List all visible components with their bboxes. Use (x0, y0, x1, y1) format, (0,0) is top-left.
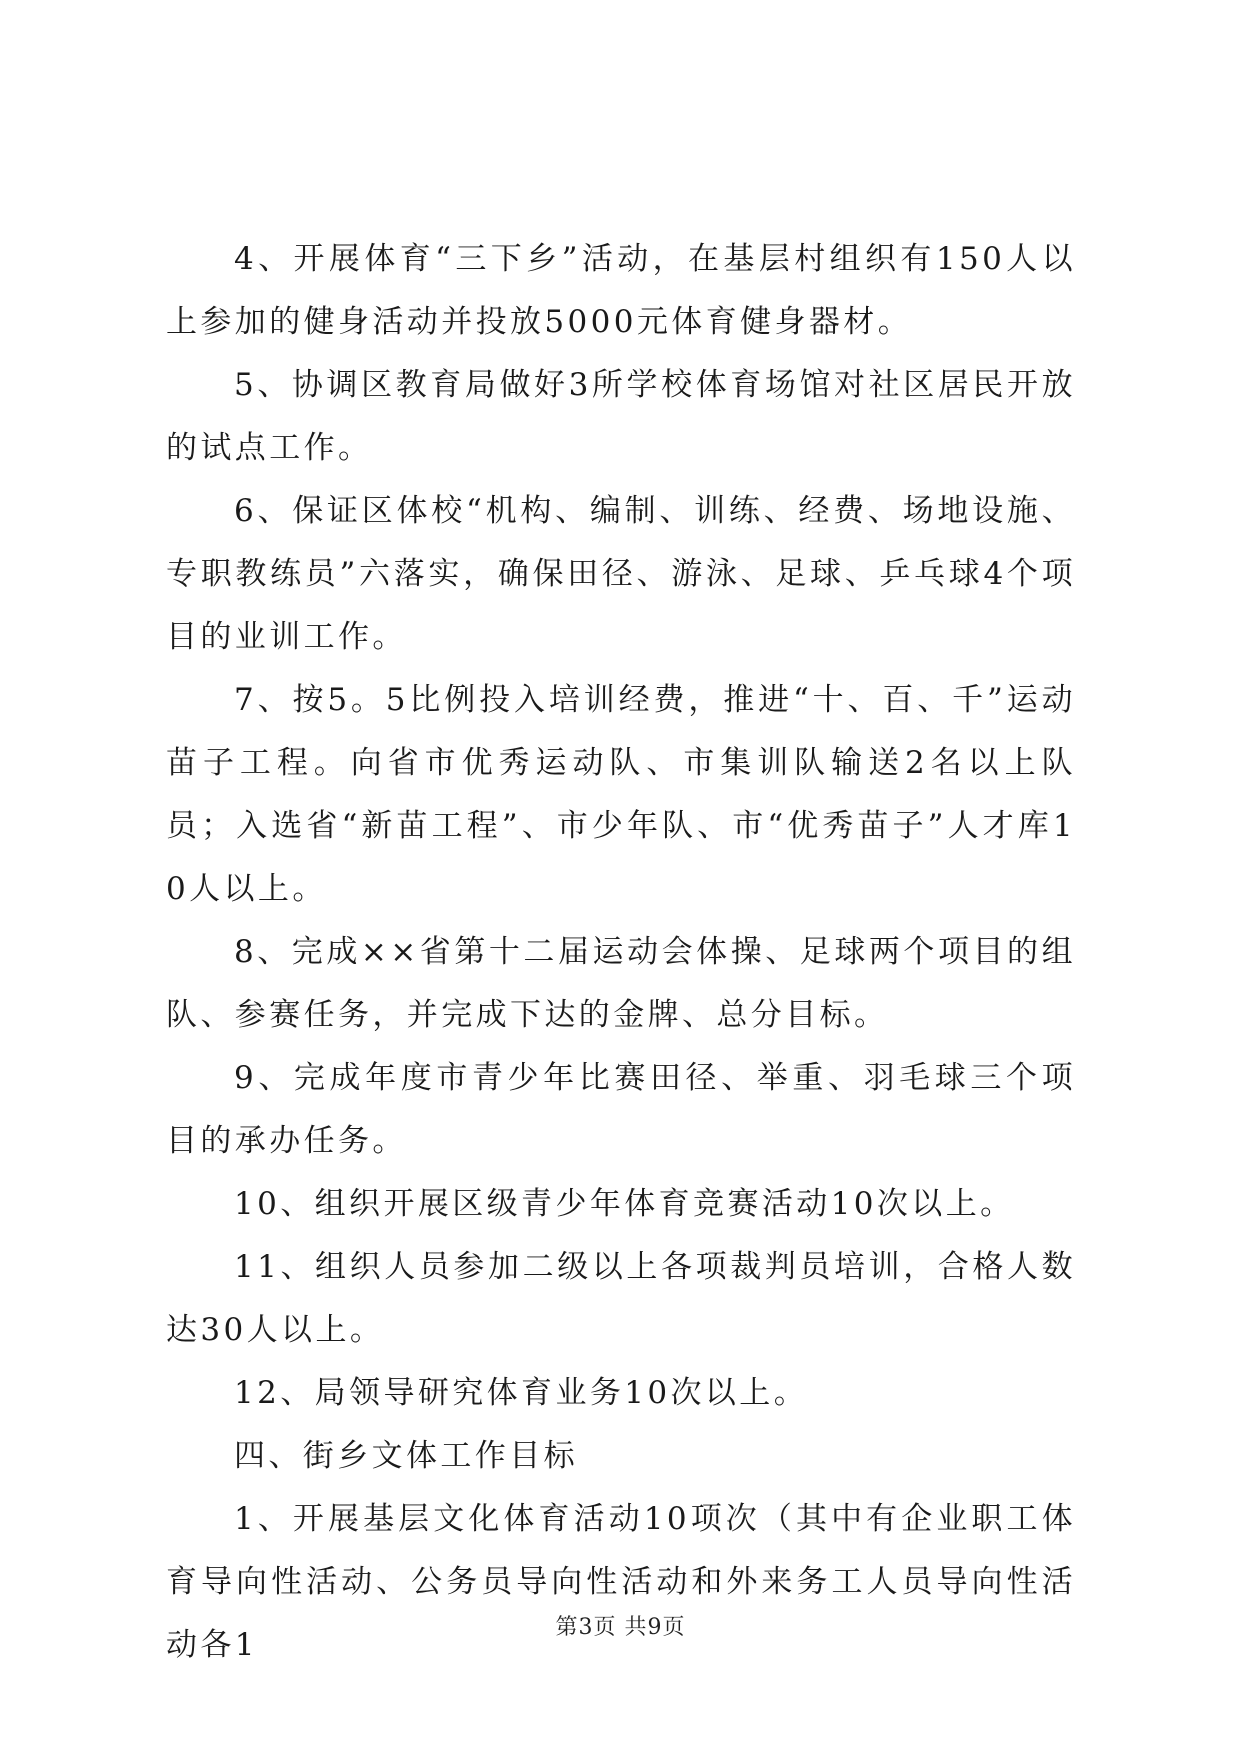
paragraph-item-10: 10、组织开展区级青少年体育竞赛活动10次以上。 (234, 1186, 1015, 1222)
paragraph-item-11: 11、组织人员参加二级以上各项裁判员培训，合格人数达30人以上。 (166, 1249, 1076, 1348)
paragraph-item-7: 7、按5。5比例投入培训经费，推进“十、百、千”运动苗子工程。向省市优秀运动队、市集训队输送2名以上队员；入选省“新苗工程”、市少年队、市“优秀苗子”人才库10人以上。 (166, 682, 1076, 907)
paragraph-item-12: 12、局领导研究体育业务10次以上。 (234, 1375, 809, 1411)
page-number-footer: 第3页 共9页 (555, 1615, 686, 1640)
document-body (166, 228, 1076, 1677)
paragraph-item-9: 9、完成年度市青少年比赛田径、举重、羽毛球三个项目的承办任务。 (166, 1060, 1076, 1159)
paragraph-item-6: 6、保证区体校“机构、编制、训练、经费、场地设施、专职教练员”六落实，确保田径、游泳、足球、乒乓球4个项目的业训工作。 (166, 493, 1076, 655)
paragraph-section4-item-1: 1、开展基层文化体育活动10项次（其中有企业职工体育导向性活动、公务员导向性活动和外来务工人员导向性活动各1 (166, 1501, 1076, 1663)
paragraph-item-8: 8、完成××省第十二届运动会体操、足球两个项目的组队、参赛任务，并完成下达的金牌、总分目标。 (166, 934, 1076, 1033)
paragraph-item-4: 4、开展体育“三下乡”活动，在基层村组织有150人以上参加的健身活动并投放5000元体育健身器材。 (166, 241, 1076, 340)
section-heading-4: 四、街乡文体工作目标 (234, 1438, 578, 1474)
paragraph-item-5: 5、协调区教育局做好3所学校体育场馆对社区居民开放的试点工作。 (166, 367, 1076, 466)
